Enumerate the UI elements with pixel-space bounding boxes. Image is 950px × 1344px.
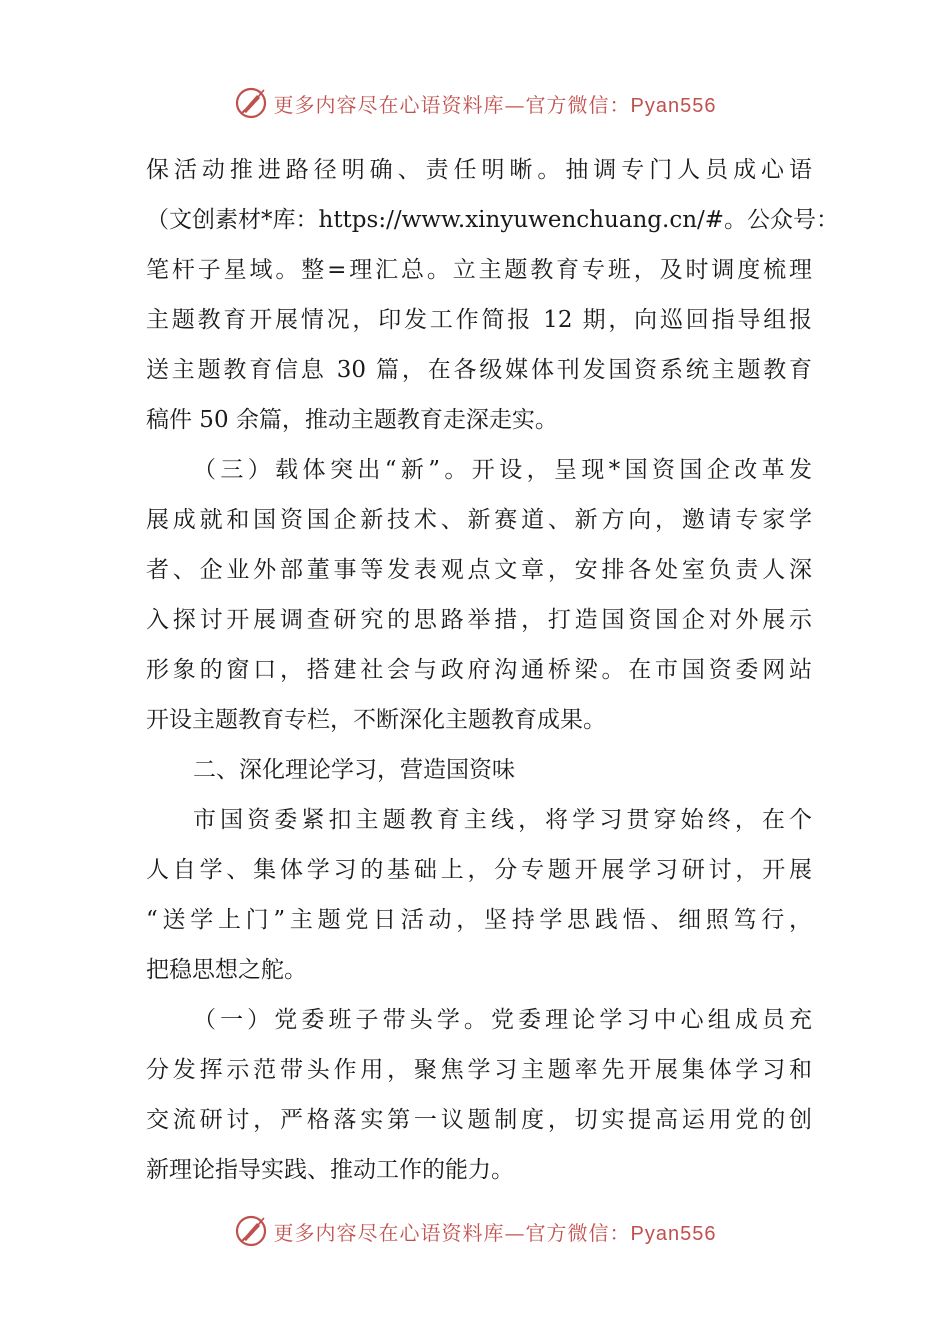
text-line: 形象的窗口，搭建社会与政府沟通桥梁。在市国资委网站 (146, 657, 812, 683)
watermark-text (274, 89, 717, 118)
watermark-contact: Pyan556 (630, 1222, 717, 1245)
paragraph-carrier-new (146, 445, 812, 745)
watermark-contact: Pyan556 (630, 94, 717, 117)
watermark-label: 更多内容尽在心语资料库—官方微信： (273, 92, 631, 117)
paragraph-continuation (146, 145, 840, 445)
text-line: 把稳思想之舵。 (146, 957, 307, 983)
quill-pen-logo-icon (234, 86, 268, 120)
watermark-label: 更多内容尽在心语资料库—官方微信： (273, 1220, 631, 1245)
text-line: 入探讨开展调查研究的思路举措，打造国资国企对外展示 (146, 607, 812, 633)
text-line: 交流研讨，严格落实第一议题制度，切实提高运用党的创 (146, 1107, 812, 1133)
text-line: 送主题教育信息 30 篇，在各级媒体刊发国资系统主题教育 (146, 357, 812, 383)
text-line: 市国资委紧扣主题教育主线，将学习贯穿始终，在个 (193, 807, 812, 833)
text-line: 主题教育开展情况，印发工作简报 12 期，向巡回指导组报 (146, 307, 812, 333)
heading-line: 二、深化理论学习，营造国资味 (193, 757, 515, 783)
text-line: （三）载体突出“新”。开设，呈现*国资国企改革发 (193, 457, 812, 483)
text-line: 新理论指导实践、推动工作的能力。 (146, 1157, 514, 1183)
text-line: 开设主题教育专栏，不断深化主题教育成果。 (146, 707, 606, 733)
text-line: （一）党委班子带头学。党委理论学习中心组成员充 (193, 1007, 812, 1033)
text-line: 人自学、集体学习的基础上，分专题开展学习研讨，开展 (146, 857, 812, 883)
text-line: “送学上门”主题党日活动，坚持学思践悟、细照笃行， (146, 907, 812, 933)
text-line: 稿件 50 余篇，推动主题教育走深走实。 (146, 407, 558, 433)
header-watermark-banner (0, 83, 950, 123)
footer-watermark-banner (0, 1211, 950, 1251)
text-line: 保活动推进路径明确、责任明晰。抽调专门人员成心语 (146, 157, 812, 183)
text-line: 笔杆子星域。整=理汇总。立主题教育专班，及时调度梳理 (146, 257, 812, 283)
quill-pen-logo-icon (234, 1214, 268, 1248)
watermark-text (274, 1217, 717, 1246)
section-heading (146, 745, 812, 795)
text-line: 分发挥示范带头作用，聚焦学习主题率先开展集体学习和 (146, 1057, 812, 1083)
document-body (146, 145, 840, 1195)
paragraph-committee-study (146, 995, 812, 1195)
text-line: 者、企业外部董事等发表观点文章，安排各处室负责人深 (146, 557, 812, 583)
text-line: 展成就和国资国企新技术、新赛道、新方向，邀请专家学 (146, 507, 812, 533)
paragraph-theory-study (146, 795, 812, 995)
text-line: （文创素材*库：https://www.xinyuwenchuang.cn/#。公众号： (146, 207, 840, 233)
